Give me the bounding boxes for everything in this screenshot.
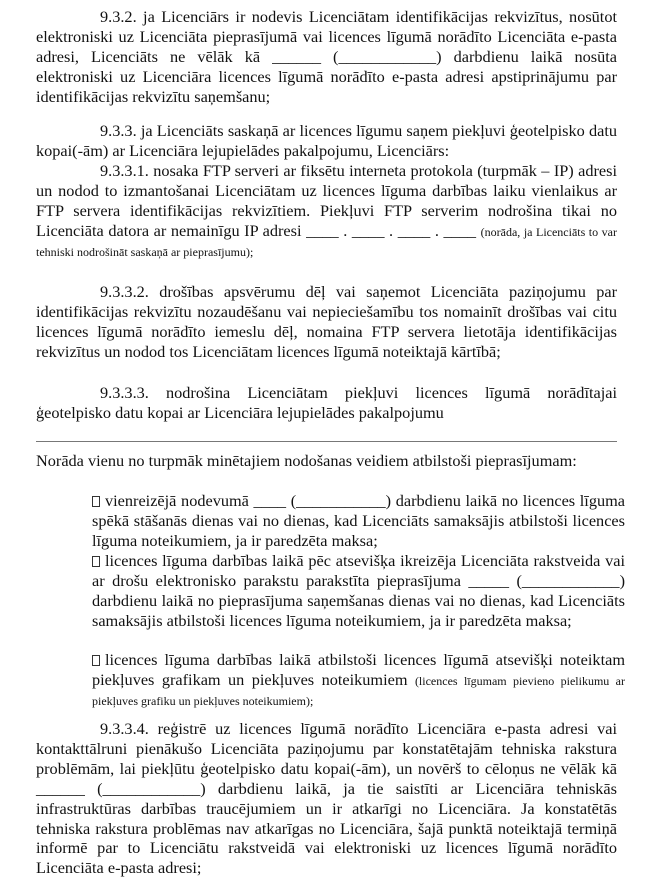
paragraph-9-3-3-3: 9.3.3.3. nodrošina Licenciātam piekļuvi licences līgumā norādītajai ģeotelpisko datu kopai ar Licenciāra lejupielādes pakalpojumu [36, 383, 617, 422]
checkbox-icon[interactable] [92, 496, 100, 507]
option-on-request[interactable] [92, 551, 625, 631]
checkbox-icon[interactable] [92, 655, 100, 666]
option-access-schedule-note: (licences līgumam pievieno pielikumu ar piekļuves grafiku un piekļuves noteikumiem); [92, 673, 625, 708]
checkbox-icon[interactable] [92, 556, 100, 567]
option-one-time-delivery-text: vienreizējā nodevumā ____ (___________) darbdienu laikā no licences līguma spēkā stāšanās dienas vai no dienas, kad Licenciāts samaksājis atbilstoši licences līguma noteikumiem, ja ir paredzēta maksa; [92, 491, 625, 550]
selection-instruction: Norāda vienu no turpmāk minētajiem nodošanas veidiem atbilstoši pieprasījumam: [36, 451, 577, 470]
option-on-request-text: licences līguma darbības laikā pēc atsevišķa ikreizēja Licenciāta rakstveida vai ar drošu elektronisko parakstu parakstīta pieprasījuma _____ (____________) darbdienu laikā no pieprasījuma saņemšanas dienas vai no dienas, kad Licenciāts samaksājis atbilstoši licences līguma noteikumiem, ja ir paredzēta maksa; [92, 551, 625, 630]
paragraph-9-3-3-2: 9.3.3.2. drošības apsvērumu dēļ vai saņemot Licenciāta paziņojumu par identifikācijas rekvizītu nozaudēšanu vai nepieciešamību tos nomainīt drošības vai citu licences līgumā norādīto iemeslu dēļ, nomaina FTP servera lietotāja identifikācijas rekvizītus un nodod tos Licenciātam licences līgumā noteiktajā kārtībā; [36, 282, 617, 361]
paragraph-9-3-3-1-text: 9.3.3.1. nosaka FTP serveri ar fiksētu interneta protokola (turpmāk – IP) adresi un nodod to izmantošanai Licenciātam uz licences līguma darbības laiku vienlaikus ar FTP servera identifikācijas rekvizītiem. Piekļuvi FTP serverim nodrošina tikai no Licenciāta datora ar nemainīgu IP adresi ____ . ____ . ____ . ____ [36, 161, 617, 240]
option-access-schedule[interactable] [92, 650, 625, 710]
paragraph-9-3-3: 9.3.3. ja Licenciāts saskaņā ar licences līgumu saņem piekļuvi ģeotelpisko datu kopai(-ām) ar Licenciāra lejupielādes pakalpojumu, Licenciārs: [36, 121, 617, 160]
paragraph-9-3-2: 9.3.2. ja Licenciārs ir nodevis Licenciātam identifikācijas rekvizītus, nosūtot elektroniski uz Licenciāta pieprasījumā vai licences līgumā norādīto Licenciāta e-pasta adresi, Licenciāts ne vēlāk kā ______ (____________) darbdienu laikā nosūta elektroniski uz Licenciāra licences līgumā norādīto e-pasta adresi apstiprinājumu par identifikācijas rekvizītu saņemšanu; [36, 7, 617, 106]
option-one-time-delivery[interactable] [92, 491, 625, 551]
paragraph-9-3-3-1-note: (norāda, ja Licenciāts to var tehniski nodrošināt saskaņā ar pieprasījumu); [36, 224, 617, 259]
separator-line [36, 441, 617, 442]
option-access-schedule-text: licences līguma darbības laikā atbilstoši licences līgumā atsevišķi noteiktam piekļuves grafikam un piekļuves noteikumiem [92, 650, 625, 689]
paragraph-9-3-3-4: 9.3.3.4. reģistrē uz licences līgumā norādīto Licenciāra e-pasta adresi vai kontakttālruni pienākušo Licenciāta paziņojumu par konstatētajām tehniska rakstura problēmām, lai piekļūtu ģeotelpisko datu kopai(-ām), un novērš to cēloņus ne vēlāk kā ______ (____________) darbdienu laikā, ja tie saistīti ar Licenciāra tehniskās infrastruktūras darbības traucējumiem un ir atkarīgi no Licenciāra. Ja konstatētās tehniska rakstura problēmas nav atkarīgas no Licenciāra, šajā punktā noteiktajā termiņā informē par to Licenciātu rakstveidā vai elektroniski uz licences līgumā norādīto Licenciāta e-pasta adresi; [36, 719, 617, 878]
paragraph-9-3-3-1 [36, 161, 617, 261]
